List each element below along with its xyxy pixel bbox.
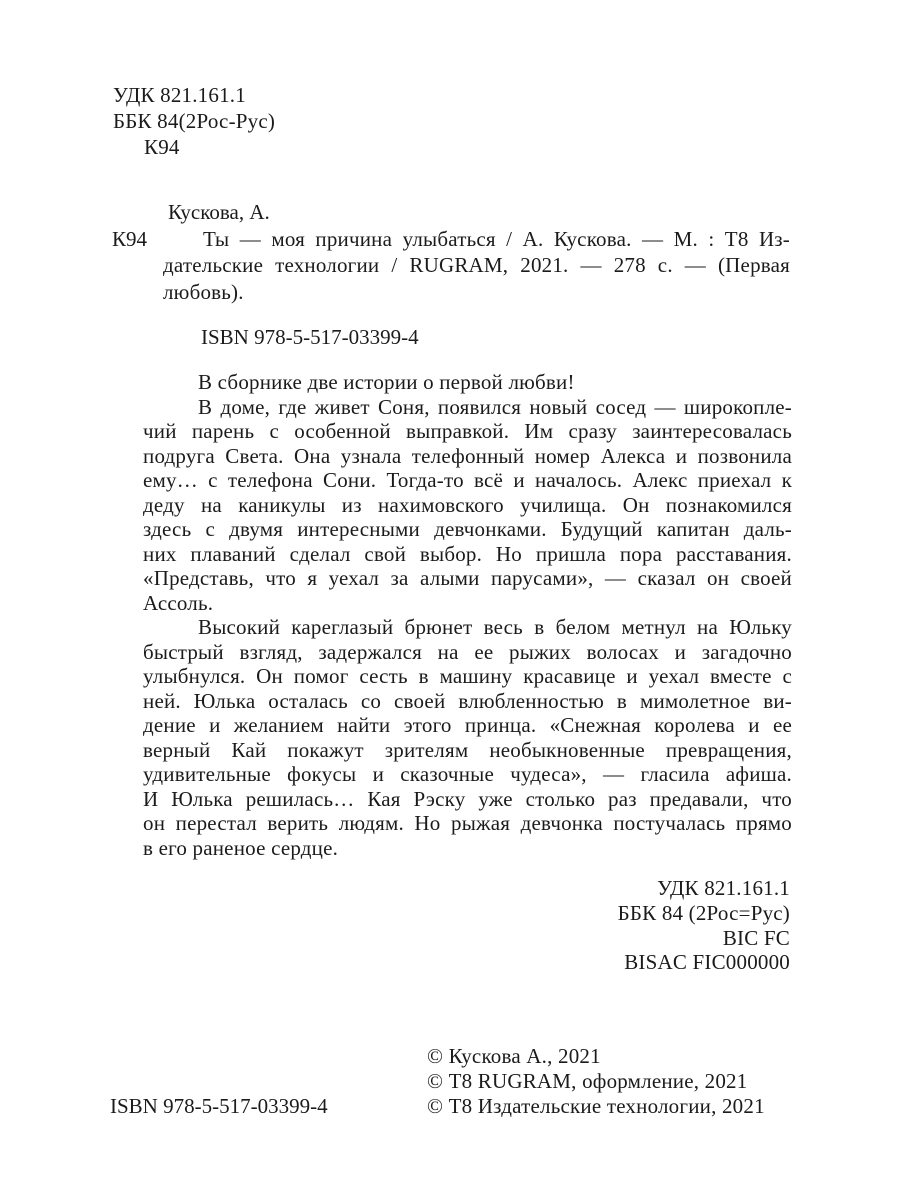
text-line: быстрый взгляд, задержался на ее рыжих волосах и загадочно: [143, 639, 792, 664]
copyright-block: [427, 1044, 765, 1119]
text-line: подруга Света. Она узнала телефонный номер Алекса и позвонила: [143, 443, 792, 468]
text-line: здесь с двумя интересными девчонками. Будущий капитан даль-: [143, 517, 792, 541]
text-line: В доме, где живет Соня, появился новый сосед — широкопле-: [198, 394, 792, 419]
text-line: дение и желанием найти этого принца. «Снежная королева и ее: [143, 713, 792, 737]
text-line: BIC FC: [722, 925, 790, 950]
text-line: «Представь, что я уехал за алыми парусами», — сказал он своей: [143, 566, 792, 590]
text-line: удивительные фокусы и сказочные чудеса», — гласила афиша.: [143, 762, 792, 786]
classification-codes-right: [618, 876, 790, 975]
text-line: ему… с телефона Сони. Тогда-то всё и началось. Алекс приехал к: [143, 468, 792, 492]
text-line: К94: [144, 135, 180, 159]
text-line: И Юлька решилась… Кая Рэску уже столько раз предавали, что: [143, 786, 792, 811]
text-line: ней. Юлька осталась со своей влюбленностью в мимолетное ви-: [143, 688, 792, 713]
isbn-line-top: ISBN 978-5-517-03399-4: [201, 325, 419, 349]
text-line: деду на каникулы из нахимовского училища. Он познакомился: [143, 492, 792, 517]
text-line: © Кускова А., 2021: [427, 1044, 601, 1068]
text-line: BISAC FIC000000: [624, 950, 790, 975]
text-line: В сборнике две истории о первой любви!: [198, 370, 575, 394]
text-line: верный Кай покажут зрителям необыкновенные превращения,: [143, 737, 792, 762]
annotation-text: [143, 370, 792, 860]
udk-bbk-code-block: [113, 82, 275, 160]
text-line: в его раненое сердце.: [143, 835, 339, 860]
text-line: он перестал верить людям. Но рыжая девчонка постучалась прямо: [143, 811, 792, 835]
text-line: дательские технологии / RUGRAM, 2021. — 278 с. — (Первая: [163, 253, 790, 278]
text-line: Высокий кареглазый брюнет весь в белом метнул на Юльку: [198, 615, 792, 639]
text-line: Ассоль.: [143, 590, 214, 615]
text-line: любовь).: [163, 279, 244, 304]
text-line: них плаваний сделал свой выбор. Но пришла пора расставания.: [143, 541, 792, 566]
bib-author: Кускова, А.: [168, 200, 270, 224]
text-line: УДК 821.161.1: [657, 876, 790, 900]
isbn-line-bottom: ISBN 978-5-517-03399-4: [110, 1094, 328, 1118]
text-line: УДК 821.161.1: [113, 83, 246, 107]
text-line: ББК 84 (2Рос=Рус): [617, 900, 790, 925]
bibliographic-entry: [163, 226, 790, 305]
text-line: улыбнулся. Он помог сесть в машину красавице и уехал вместе с: [143, 664, 792, 688]
text-line: Ты — моя причина улыбаться / А. Кускова. — М. : Т8 Из-: [203, 227, 790, 251]
text-line: © Т8 Издательские технологии, 2021: [427, 1094, 765, 1118]
text-line: ББК 84(2Рос-Рус): [113, 109, 276, 133]
text-line: чий парень с особенной выправкой. Им сразу заинтересовалась: [143, 419, 792, 443]
bib-code-tag: К94: [112, 227, 148, 251]
text-line: © Т8 RUGRAM, оформление, 2021: [427, 1069, 748, 1093]
